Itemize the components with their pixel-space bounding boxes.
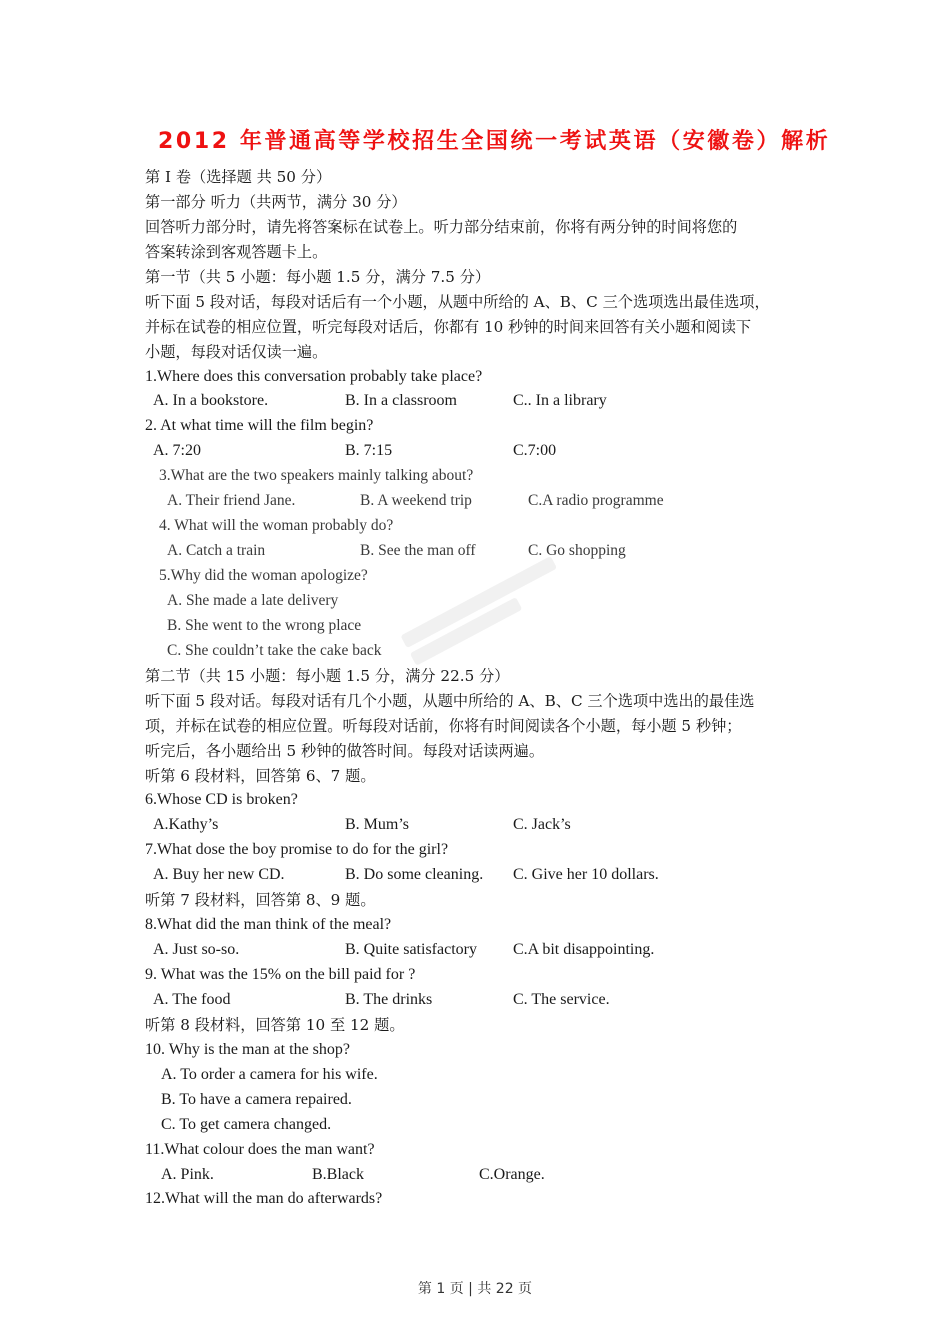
option-b: B. See the man off: [360, 542, 476, 560]
instruction-text: 小题，每段对话仅读一遍。: [145, 342, 328, 361]
question-9: 9. What was the 15% on the bill paid for ?: [145, 966, 416, 983]
option-a: A. The food: [153, 990, 231, 1008]
instruction-text: 听下面 5 段对话，每段对话后有一个小题，从题中所给的 A、B、C 三个选项选出最佳选项，: [145, 292, 770, 311]
question-11: 11.What colour does the man want?: [145, 1140, 375, 1158]
options-9: [145, 988, 815, 1013]
question-1: 1.Where does this conversation probably take place?: [145, 367, 483, 385]
question-10: 10. Why is the man at the shop?: [145, 1040, 350, 1058]
volume-heading: 第 I 卷（选择题 共 50 分）: [145, 168, 332, 186]
option-a: A. Just so-so.: [153, 941, 240, 959]
question-3: 3.What are the two speakers mainly talking about?: [159, 467, 474, 485]
instruction-text: 并标在试卷的相应位置，听完每段对话后，你都有 10 秒钟的时间来回答有关小题和阅读下: [145, 317, 752, 336]
option-a: A. In a bookstore.: [153, 392, 269, 410]
question-7: 7.What dose the boy promise to do for the girl?: [145, 841, 449, 859]
options-2: [145, 439, 815, 464]
question-8: 8.What did the man think of the meal?: [145, 916, 392, 934]
option-c: C.7:00: [513, 442, 557, 460]
part-heading: 第一部分 听力（共两节，满分 30 分）: [145, 192, 407, 211]
options-6: [145, 813, 815, 838]
option-a: A.Kathy’s: [153, 816, 219, 834]
option-c: C.A radio programme: [528, 492, 664, 510]
option-c: C. She couldn’t take the cake back: [167, 641, 382, 659]
question-6: 6.Whose CD is broken?: [145, 791, 298, 809]
question-12: 12.What will the man do afterwards?: [145, 1190, 383, 1208]
instruction-text: 听完后，各小题给出 5 秒钟的做答时间。每段对话读两遍。: [145, 741, 545, 760]
option-a: A. She made a late delivery: [167, 591, 339, 609]
page-footer: 第 1 页 | 共 22 页: [417, 1281, 533, 1297]
options-4: [145, 539, 815, 564]
question-2: 2. At what time will the film begin?: [145, 417, 374, 435]
option-a: A. 7:20: [153, 442, 201, 460]
option-c: C. Give her 10 dollars.: [513, 866, 659, 884]
option-b: B. Quite satisfactory: [345, 941, 477, 959]
option-c: C. To get camera changed.: [161, 1115, 332, 1133]
options-3: [145, 489, 815, 514]
option-b: B. The drinks: [345, 990, 433, 1008]
option-a: A. To order a camera for his wife.: [161, 1065, 378, 1083]
options-8: [145, 938, 815, 963]
document-body: [145, 165, 815, 1212]
section-heading: 第二节（共 15 小题：每小题 1.5 分，满分 22.5 分）: [145, 666, 510, 685]
instruction-text: 听下面 5 段对话。每段对话有几个小题，从题中所给的 A、B、C 三个选项中选出的最佳选: [145, 691, 755, 710]
option-b: B. 7:15: [345, 442, 393, 460]
instruction-text: 回答听力部分时，请先将答案标在试卷上。听力部分结束前，你将有两分钟的时间将您的: [145, 217, 738, 236]
option-a: A. Pink.: [161, 1165, 214, 1183]
option-b: B. She went to the wrong place: [167, 616, 362, 634]
instruction-text: 答案转涂到客观答题卡上。: [145, 242, 328, 261]
option-a: A. Their friend Jane.: [167, 492, 296, 510]
material-heading: 听第 7 段材料，回答第 8、9 题。: [145, 891, 376, 910]
section-heading: 第一节（共 5 小题：每小题 1.5 分，满分 7.5 分）: [145, 267, 491, 286]
option-b: B.Black: [312, 1165, 364, 1183]
options-11: [145, 1163, 815, 1188]
option-b: B. In a classroom: [345, 392, 457, 410]
option-c: C. Jack’s: [513, 816, 571, 834]
option-c: C. The service.: [513, 990, 610, 1008]
document-title: 2012 年普通高等学校招生全国统一考试英语（安徽卷）解析: [158, 129, 831, 154]
option-b: B. Mum’s: [345, 816, 410, 834]
material-heading: 听第 6 段材料，回答第 6、7 题。: [145, 766, 376, 785]
option-c: C.A bit disappointing.: [513, 941, 655, 959]
options-7: [145, 863, 815, 888]
question-4: 4. What will the woman probably do?: [159, 517, 394, 535]
option-c: C.. In a library: [513, 392, 607, 410]
question-5: 5.Why did the woman apologize?: [159, 567, 368, 584]
option-c: C. Go shopping: [528, 542, 626, 560]
option-c: C.Orange.: [479, 1165, 545, 1183]
instruction-text: 项，并标在试卷的相应位置。听每段对话前，你将有时间阅读各个小题，每小题 5 秒钟；: [145, 716, 742, 735]
option-a: A. Buy her new CD.: [153, 866, 285, 884]
option-a: A. Catch a train: [167, 542, 266, 560]
material-heading: 听第 8 段材料，回答第 10 至 12 题。: [145, 1015, 405, 1034]
options-1: [145, 389, 815, 414]
option-b: B. To have a camera repaired.: [161, 1090, 352, 1108]
option-b: B. A weekend trip: [360, 492, 472, 510]
option-b: B. Do some cleaning.: [345, 866, 484, 884]
